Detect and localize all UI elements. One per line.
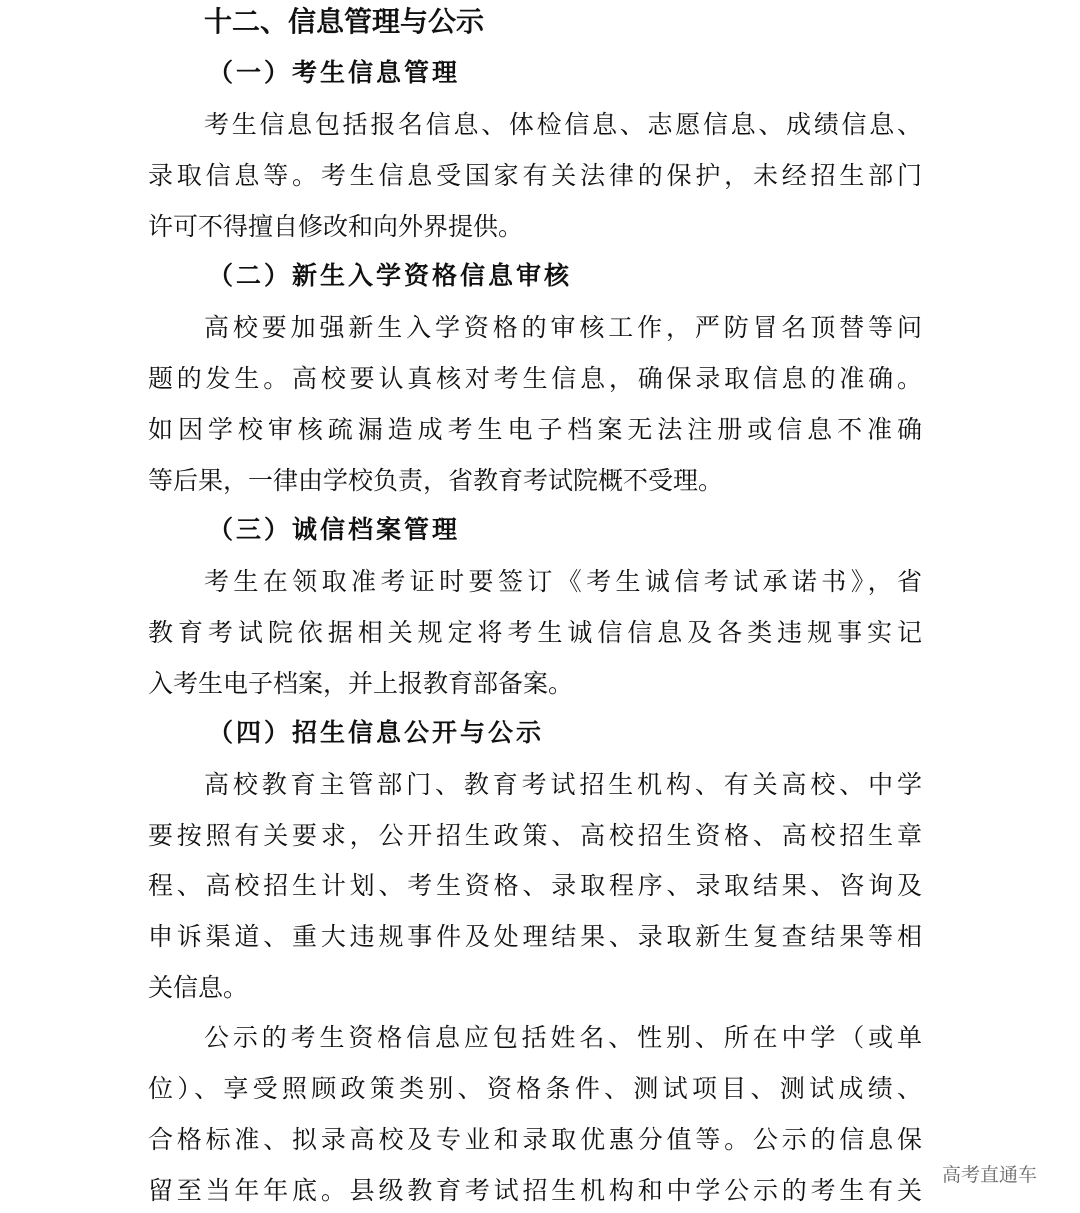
- paragraph-line: 高校要加强新生入学资格的审核工作，严防冒名顶替等问: [204, 313, 922, 342]
- subsection-heading: （四）招生信息公开与公示: [208, 718, 545, 747]
- paragraph-line: 考生在领取准考证时要签订《考生诚信考试承诺书》，省: [204, 567, 922, 596]
- subsection-heading: （三）诚信档案管理: [208, 515, 461, 544]
- paragraph-line: 要按照有关要求，公开招生政策、高校招生资格、高校招生章: [148, 821, 922, 850]
- paragraph-line: 录取信息等。考生信息受国家有关法律的保护，未经招生部门: [148, 161, 922, 190]
- paragraph-line: 申诉渠道、重大违规事件及处理结果、录取新生复查结果等相: [148, 922, 922, 951]
- subsection-heading: （一）考生信息管理: [208, 58, 461, 87]
- paragraph-line: 留至当年年底。县级教育考试招生机构和中学公示的考生有关: [148, 1176, 922, 1205]
- paragraph-line: 入考生电子档案，并上报教育部备案。: [148, 669, 574, 698]
- subsection-heading: （二）新生入学资格信息审核: [208, 261, 573, 290]
- paragraph-line: 高校教育主管部门、教育考试招生机构、有关高校、中学: [204, 770, 922, 799]
- paragraph-line: 公示的考生资格信息应包括姓名、性别、所在中学（或单: [204, 1023, 922, 1052]
- paragraph-line: 关信息。: [148, 973, 249, 1002]
- watermark: 高考直通车: [942, 1164, 1038, 1186]
- paragraph-line: 教育考试院依据相关规定将考生诚信信息及各类违规事实记: [148, 618, 922, 647]
- paragraph-line: 合格标准、拟录高校及专业和录取优惠分值等。公示的信息保: [148, 1125, 922, 1154]
- paragraph-line: 程、高校招生计划、考生资格、录取程序、录取结果、咨询及: [148, 871, 922, 900]
- paragraph-line: 位）、享受照顾政策类别、资格条件、测试项目、测试成绩、: [148, 1074, 922, 1103]
- paragraph-line: 如因学校审核疏漏造成考生电子档案无法注册或信息不准确: [148, 415, 922, 444]
- paragraph-line: 等后果，一律由学校负责，省教育考试院概不受理。: [148, 466, 724, 495]
- paragraph-line: 许可不得擅自修改和向外界提供。: [148, 212, 524, 241]
- paragraph-line: 题的发生。高校要认真核对考生信息，确保录取信息的准确。: [148, 364, 922, 393]
- section-title: 十二、信息管理与公示: [204, 5, 485, 38]
- paragraph-line: 考生信息包括报名信息、体检信息、志愿信息、成绩信息、: [204, 110, 922, 139]
